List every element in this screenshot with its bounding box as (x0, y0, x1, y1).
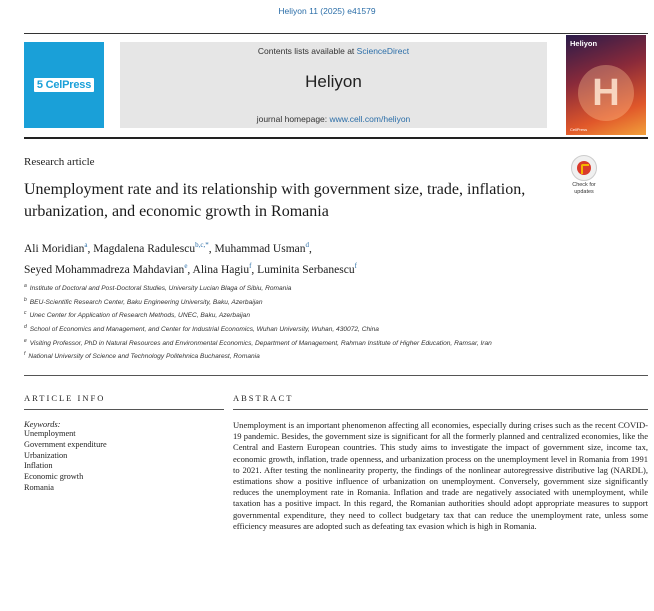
affiliation-item (24, 308, 644, 322)
keyword-item: Urbanization (24, 450, 68, 460)
check-updates-icon (571, 155, 597, 181)
author-affiliation-link[interactable]: b,c,* (195, 241, 209, 249)
author-affiliation-link[interactable]: a (84, 241, 88, 249)
author-name: Muhammad Usman (214, 242, 306, 255)
affiliation-mark: f (24, 351, 26, 358)
abstract-rule (233, 409, 648, 410)
journal-reference[interactable]: Heliyon 11 (2025) e41579 (278, 6, 376, 16)
author-affiliation-link[interactable]: f (249, 261, 252, 270)
affiliation-item (24, 281, 644, 295)
author-affiliation-link[interactable]: e (184, 261, 188, 270)
keyword-item: Unemployment (24, 429, 76, 438)
cover-emblem (578, 65, 634, 121)
author-name: Alina Hagiu (192, 263, 250, 276)
article-info-rule (24, 409, 224, 410)
section-divider (24, 375, 648, 376)
affiliation-mark: d (24, 324, 27, 331)
cellpress-logo (34, 78, 94, 92)
cover-footer: CellPress (570, 127, 588, 132)
check-for-updates-button[interactable] (566, 155, 602, 203)
journal-header-box (120, 42, 547, 128)
header-bottom-rule (24, 137, 648, 139)
author-separator: , (251, 263, 258, 276)
affiliation-text: National University of Science and Technology Politehnica Bucharest, Romania (28, 353, 260, 361)
keyword-item: Inflation (24, 461, 53, 471)
abstract-text: Unemployment is an important phenomenon affecting all economies, especially during crises such as the recent COVID-19 pandemic. Besides, the government size is significant for all the formerly planned and centralized economies, like the Central and Eastern European countries. This study aims to investigate the impact of government size, income tax, economic growth, inflation, trade openness, and urbanization process on the unemployment level in Romania from 1991 to 2021. After testing the nonlinearity property, the findings of the nonlinear autoregressive distributive lag (NARDL), estimations show a positive influence of urbanization on unemployment. Conversely, government size significantly reduces the unemployment rate in Romania. Inflation and trade are negatively associated with unemployment, while taxation has a positive impact. In this regard, the Romanian authorities should adopt appropriate measures to support governmental expenditure, they need to collect budgetary tax that can reduce the unemployment rate, unless some efficiency measures are adopted such as defeating tax evasion which is high in Romania. (233, 420, 648, 531)
author-list (24, 237, 584, 279)
affiliation-text: Unec Center for Application of Research Methods, UNEC, Baku, Azerbaijan (29, 312, 251, 320)
affiliation-item (24, 322, 644, 336)
article-type: Research article (24, 156, 95, 168)
journal-homepage-line (120, 114, 547, 124)
abstract-heading: ABSTRACT (233, 393, 294, 403)
author-affiliation-link[interactable]: d (305, 241, 309, 249)
affiliation-item (24, 349, 644, 363)
contents-prefix: Contents lists available at (257, 46, 357, 56)
author-affiliation-link[interactable]: f (354, 261, 357, 270)
keyword-item: Romania (24, 482, 54, 492)
check-updates-icon-inner (577, 161, 591, 175)
cover-letter: H (592, 71, 620, 114)
author-separator: , (87, 242, 94, 255)
article-title: Unemployment rate and its relationship with government size, trade, inflation, urbanization, and economic growth in Romania (24, 181, 526, 220)
journal-name: Heliyon (305, 72, 362, 91)
affiliation-mark: a (24, 283, 27, 289)
header-top-rule (24, 33, 648, 34)
author-separator: , (309, 242, 312, 255)
keyword-item: Government expenditure (24, 439, 107, 449)
author-name: Ali Moridian (24, 242, 85, 255)
cover-title: Heliyon (570, 39, 598, 48)
cellpress-logo-panel[interactable] (24, 42, 104, 128)
author-separator: , (208, 242, 215, 255)
homepage-prefix: journal homepage: (256, 114, 330, 124)
affiliation-text: Visiting Professor, PhD in Natural Resources and Environmental Economics, Department of Management, Rahman Institute of Higher Education, Ramsar, Iran (29, 339, 492, 347)
affiliation-item (24, 336, 644, 350)
affiliation-text: Institute of Doctoral and Post-Doctoral Studies, University Lucian Blaga of Sibiu, Romania (29, 285, 292, 293)
contents-available-line (120, 46, 547, 56)
author-name: Luminita Serbanescu (257, 263, 355, 276)
author-separator: , (187, 263, 193, 276)
affiliation-item (24, 295, 644, 309)
cellpress-logo-text: 5 CelPress (36, 79, 92, 91)
sciencedirect-link[interactable]: ScienceDirect (356, 46, 410, 56)
journal-cover-image[interactable] (566, 35, 646, 135)
affiliation-text: BEU-Scientific Research Center, Baku Engineering University, Baku, Azerbaijan (29, 298, 263, 306)
keywords-list (24, 429, 107, 494)
keyword-item: Economic growth (24, 472, 84, 482)
affiliation-mark: b (24, 296, 27, 303)
keywords-label: Keywords: (24, 419, 61, 429)
journal-homepage-link[interactable]: www.cell.com/heliyon (329, 114, 411, 124)
affiliation-list (24, 281, 644, 363)
affiliation-mark: c (24, 310, 27, 317)
affiliation-text: School of Economics and Management, and Center for Industrial Economics, Wuhan University, Wuhan, 430072, China (29, 326, 379, 334)
check-updates-label: Check for updates (572, 182, 596, 195)
author-name: Magdalena Radulescu (93, 242, 196, 255)
affiliation-mark: e (24, 337, 27, 344)
article-info-heading: ARTICLE INFO (24, 393, 106, 403)
author-name: Seyed Mohammadreza Mahdavian (24, 263, 185, 276)
